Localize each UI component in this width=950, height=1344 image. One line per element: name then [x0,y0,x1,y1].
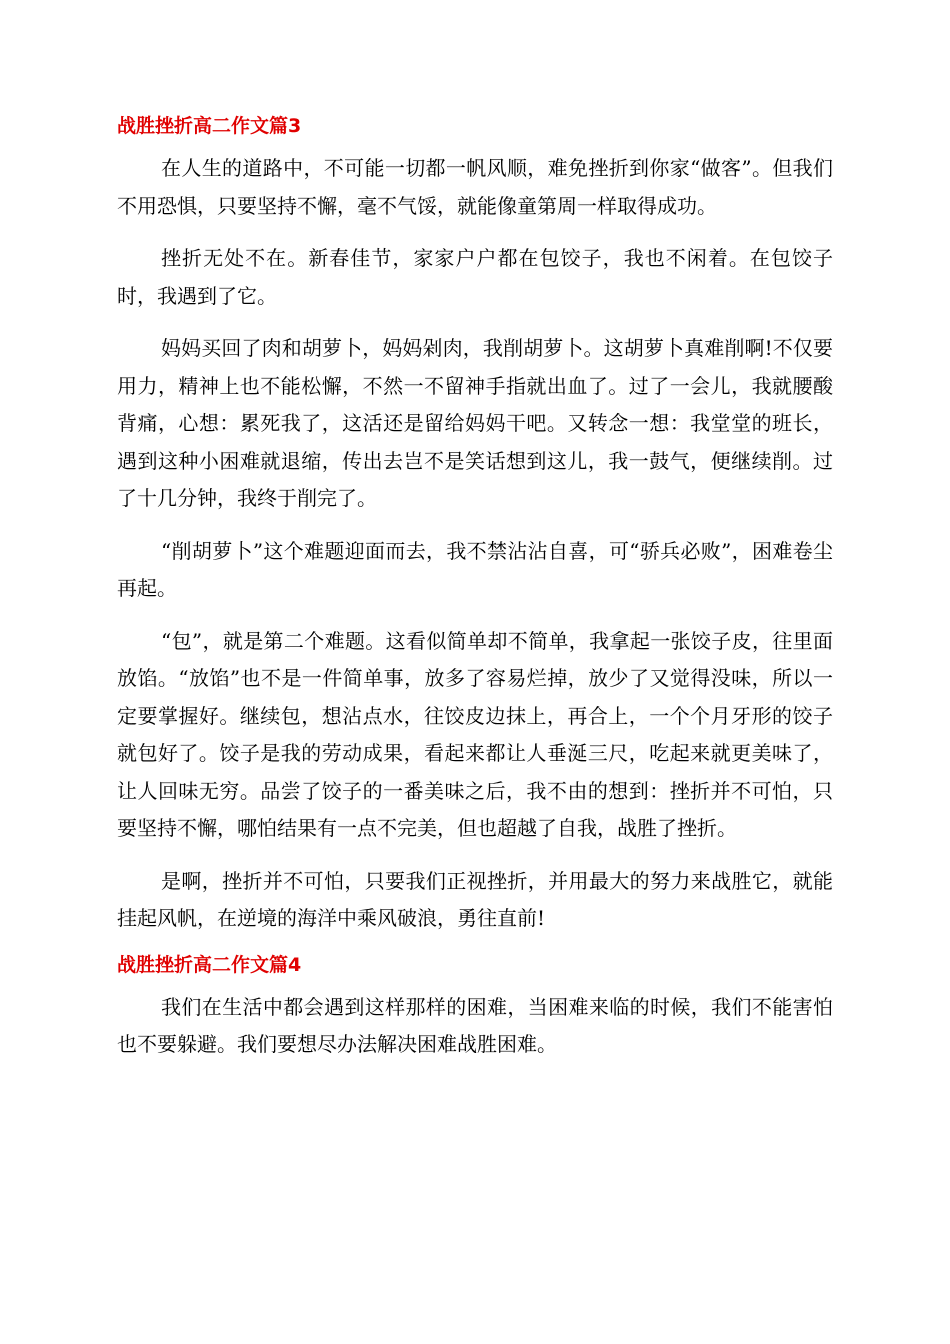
paragraph: “包”，就是第二个难题。这看似简单却不简单，我拿起一张饺子皮，往里面放馅。“放馅”也不是一件简单事，放多了容易烂掉，放少了又觉得没味，所以一定要掌握好。继续包，想沾点水，往饺皮边抹上，再合上，一个个月牙形的饺子就包好了。饺子是我的劳动成果，看起来都让人垂涎三尺，吃起来就更美味了，让人回味无穷。品尝了饺子的一番美味之后，我不由的想到：挫折并不可怕，只要坚持不懈，哪怕结果有一点不完美，但也超越了自我，战胜了挫折。 [117,628,833,840]
paragraph: 在人生的道路中，不可能一切都一帆风顺，难免挫折到你家“做客”。但我们不用恐惧，只要坚持不懈，毫不气馁，就能像童第周一样取得成功。 [117,156,833,218]
essay-section-3 [117,112,833,938]
paragraph: 我们在生活中都会遇到这样那样的困难，当困难来临的时候，我们不能害怕也不要躲避。我们要想尽办法解决困难战胜困难。 [117,994,833,1056]
paragraph: “削胡萝卜”这个难题迎面而去，我不禁沾沾自喜，可“骄兵必败”，困难卷尘再起。 [117,538,833,600]
essay-section-4 [117,951,833,1064]
document-content [117,112,833,1079]
paragraph: 妈妈买回了肉和胡萝卜，妈妈剁肉，我削胡萝卜。这胡萝卜真难削啊!不仅要用力，精神上也不能松懈，不然一不留神手指就出血了。过了一会儿，我就腰酸背痛，心想：累死我了，这活还是留给妈妈干吧。又转念一想：我堂堂的班长，遇到这种小困难就退缩，传出去岂不是笑话想到这儿，我一鼓气，便继续削。过了十几分钟，我终于削完了。 [117,336,833,510]
paragraph: 挫折无处不在。新春佳节，家家户户都在包饺子，我也不闲着。在包饺子时，我遇到了它。 [117,246,833,308]
section-title: 战胜挫折高二作文篇3 [117,115,302,137]
paragraph: 是啊，挫折并不可怕，只要我们正视挫折，并用最大的努力来战胜它，就能挂起风帆，在逆境的海洋中乘风破浪，勇往直前! [117,868,833,930]
section-title: 战胜挫折高二作文篇4 [117,953,302,976]
